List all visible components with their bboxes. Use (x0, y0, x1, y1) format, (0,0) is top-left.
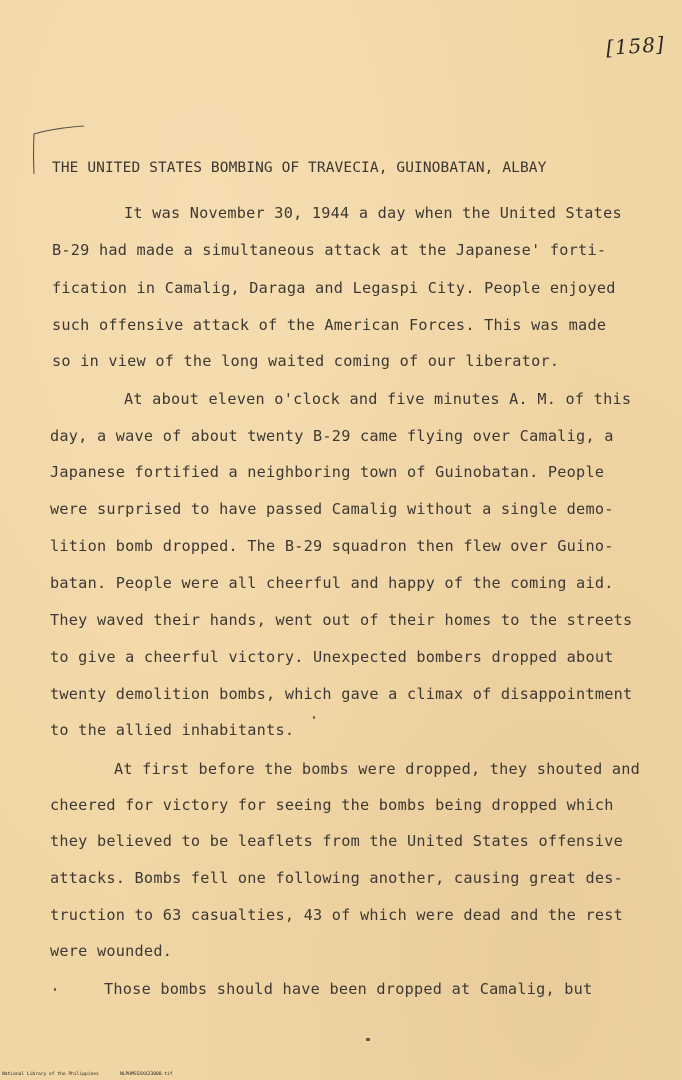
footer-file-id: NLPHMSSXXX23000.tif (120, 1072, 173, 1077)
text-line: such offensive attack of the American Forces. This was made (52, 316, 607, 334)
text-line: lition bomb dropped. The B-29 squadron then flew over Guino- (50, 537, 614, 555)
text-line: were wounded. (50, 942, 173, 960)
text-line: Japanese fortified a neighboring town of Guinobatan. People (50, 463, 605, 481)
text-line: B-29 had made a simultaneous attack at the Japanese' forti- (52, 241, 607, 259)
ink-speck (366, 1038, 370, 1041)
text-line: fication in Camalig, Daraga and Legaspi City. People enjoyed (52, 279, 616, 297)
text-line: were surprised to have passed Camalig without a single demo- (50, 500, 614, 518)
text-line: It was November 30, 1944 a day when the United States (124, 204, 622, 222)
text-line: At first before the bombs were dropped, they shouted and (114, 760, 641, 778)
document-title: THE UNITED STATES BOMBING OF TRAVECIA, GUINOBATAN, ALBAY (52, 160, 547, 176)
ink-speck (54, 988, 56, 991)
text-line: day, a wave of about twenty B-29 came flying over Camalig, a (50, 427, 614, 445)
text-line: cheered for victory for seeing the bombs being dropped which (50, 796, 614, 814)
text-line: to the allied inhabitants. (50, 721, 295, 739)
text-line: Those bombs should have been dropped at Camalig, but (104, 980, 593, 998)
text-line: They waved their hands, went out of their homes to the streets (50, 611, 633, 629)
text-line: truction to 63 casualties, 43 of which were dead and the rest (50, 906, 624, 924)
text-line: At about eleven o'clock and five minutes A. M. of this (124, 390, 632, 408)
page-number: [158] (605, 31, 666, 61)
text-line: twenty demolition bombs, which gave a climax of disappointment (50, 685, 633, 703)
text-line: batan. People were all cheerful and happy of the coming aid. (50, 574, 614, 592)
scan-footer (0, 1071, 682, 1079)
text-line: to give a cheerful victory. Unexpected bombers dropped about (50, 648, 614, 666)
ink-speck (313, 716, 315, 719)
text-line: they believed to be leaflets from the United States offensive (50, 832, 624, 850)
text-line: so in view of the long waited coming of our liberator. (52, 352, 560, 370)
text-line: attacks. Bombs fell one following another, causing great des- (50, 869, 624, 887)
footer-library-label: National Library of the Philippines (2, 1072, 99, 1077)
